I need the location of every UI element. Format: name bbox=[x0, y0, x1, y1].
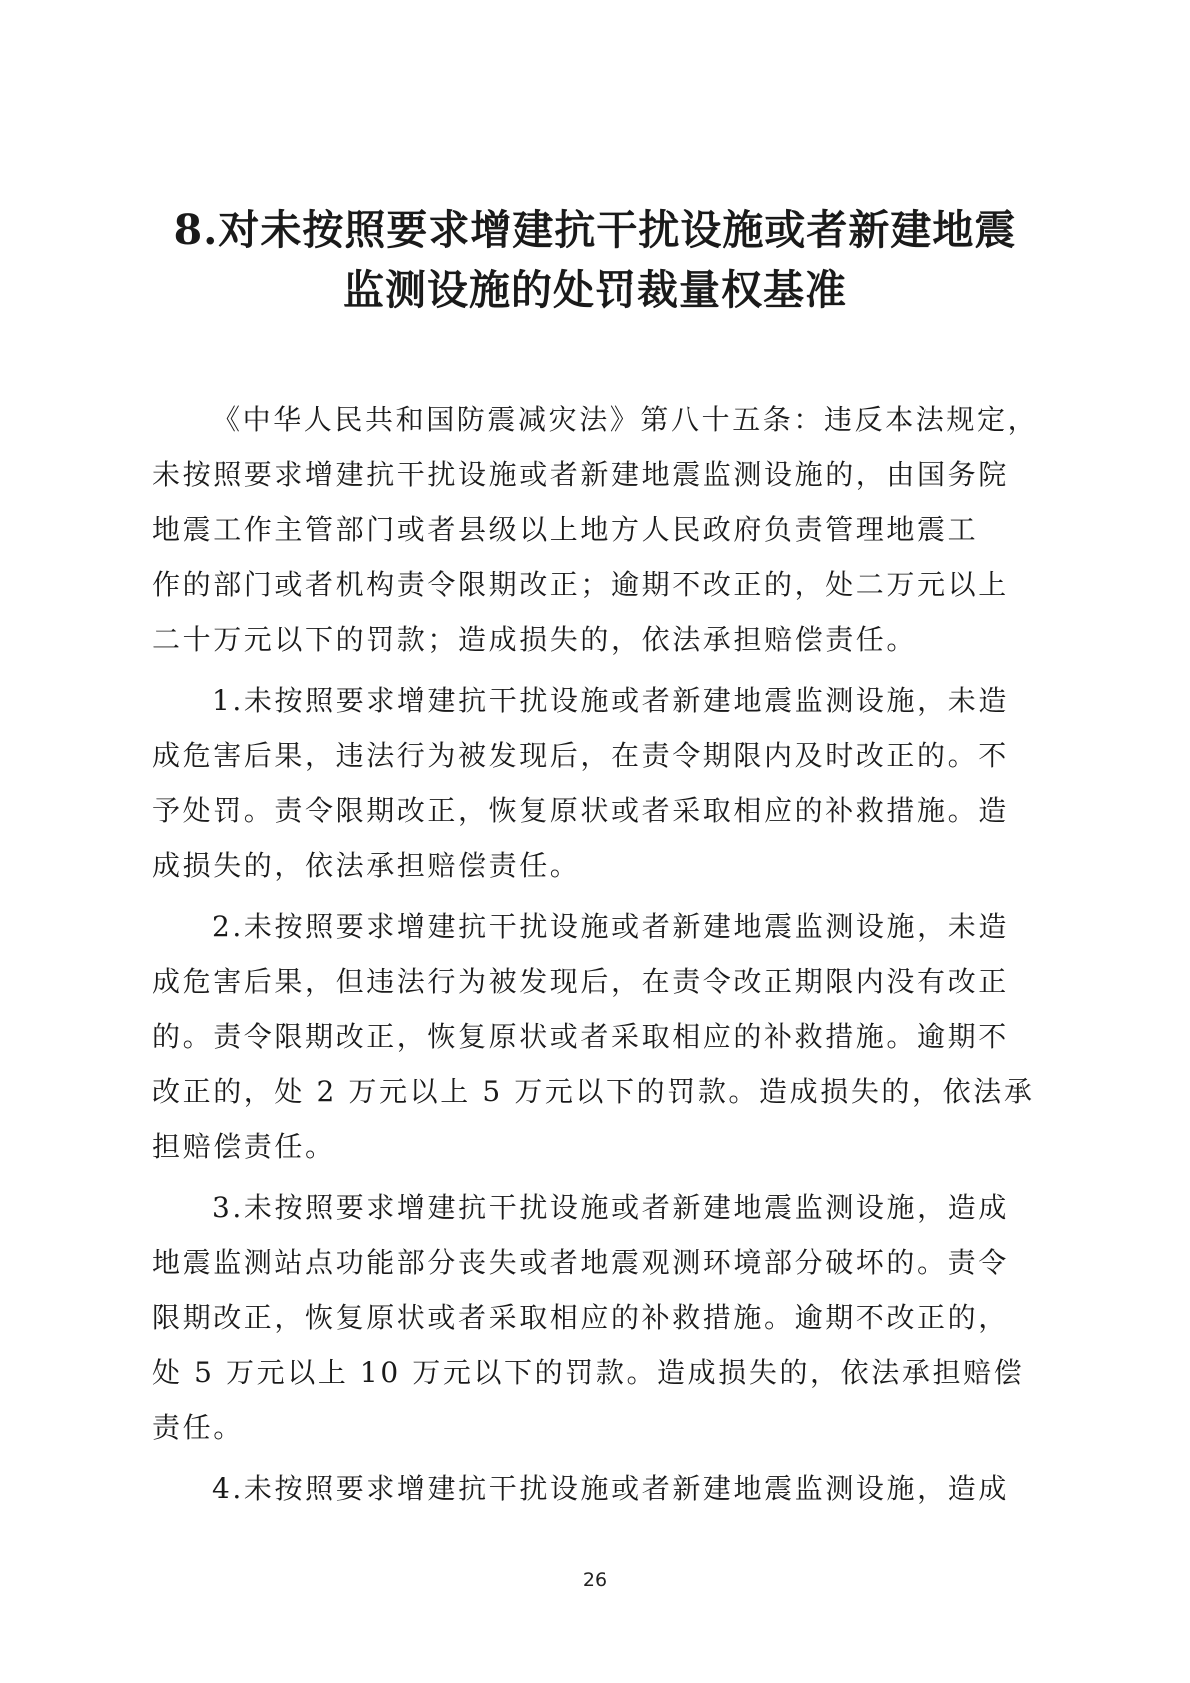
text-line: 改正的，处 2 万元以上 5 万元以下的罚款。造成损失的，依法承 bbox=[152, 1075, 1035, 1108]
text-line: 成损失的，依法承担赔偿责任。 bbox=[152, 849, 581, 882]
page-number: 26 bbox=[582, 1569, 608, 1591]
text-line: 未按照要求增建抗干扰设施或者新建地震监测设施的，由国务院 bbox=[152, 458, 1009, 491]
text-line: 成危害后果，违法行为被发现后，在责令期限内及时改正的。不 bbox=[152, 739, 1009, 772]
text-line: 4.未按照要求增建抗干扰设施或者新建地震监测设施，造成 bbox=[212, 1472, 1009, 1505]
text-line: 3.未按照要求增建抗干扰设施或者新建地震监测设施，造成 bbox=[212, 1191, 1009, 1224]
text-line: 担赔偿责任。 bbox=[152, 1130, 336, 1163]
title-line-2: 监测设施的处罚裁量权基准 bbox=[343, 266, 847, 314]
paragraph-item-3 bbox=[152, 1180, 1040, 1455]
text-line: 《中华人民共和国防震减灾法》第八十五条：违反本法规定， bbox=[212, 403, 1039, 436]
title-line-1: 8.对未按照要求增建抗干扰设施或者新建地震 bbox=[173, 206, 1017, 254]
document-body bbox=[152, 392, 1040, 1522]
document-title bbox=[150, 200, 1040, 320]
paragraph-item-4 bbox=[152, 1461, 1040, 1516]
text-line: 地震监测站点功能部分丧失或者地震观测环境部分破坏的。责令 bbox=[152, 1246, 1009, 1279]
paragraph-item-2 bbox=[152, 899, 1040, 1174]
paragraph-item-1 bbox=[152, 673, 1040, 893]
text-line: 成危害后果，但违法行为被发现后，在责令改正期限内没有改正 bbox=[152, 965, 1009, 998]
text-line: 限期改正，恢复原状或者采取相应的补救措施。逾期不改正的， bbox=[152, 1301, 1009, 1334]
paragraph-law-citation bbox=[152, 392, 1040, 667]
text-line: 2.未按照要求增建抗干扰设施或者新建地震监测设施，未造 bbox=[212, 910, 1009, 943]
text-line: 作的部门或者机构责令限期改正；逾期不改正的，处二万元以上 bbox=[152, 568, 1009, 601]
text-line: 责任。 bbox=[152, 1411, 244, 1444]
text-line: 处 5 万元以上 10 万元以下的罚款。造成损失的，依法承担赔偿 bbox=[152, 1356, 1025, 1389]
text-line: 予处罚。责令限期改正，恢复原状或者采取相应的补救措施。造 bbox=[152, 794, 1009, 827]
text-line: 二十万元以下的罚款；造成损失的，依法承担赔偿责任。 bbox=[152, 623, 918, 656]
text-line: 地震工作主管部门或者县级以上地方人民政府负责管理地震工 bbox=[152, 513, 979, 546]
text-line: 的。责令限期改正，恢复原状或者采取相应的补救措施。逾期不 bbox=[152, 1020, 1009, 1053]
text-line: 1.未按照要求增建抗干扰设施或者新建地震监测设施，未造 bbox=[212, 684, 1009, 717]
